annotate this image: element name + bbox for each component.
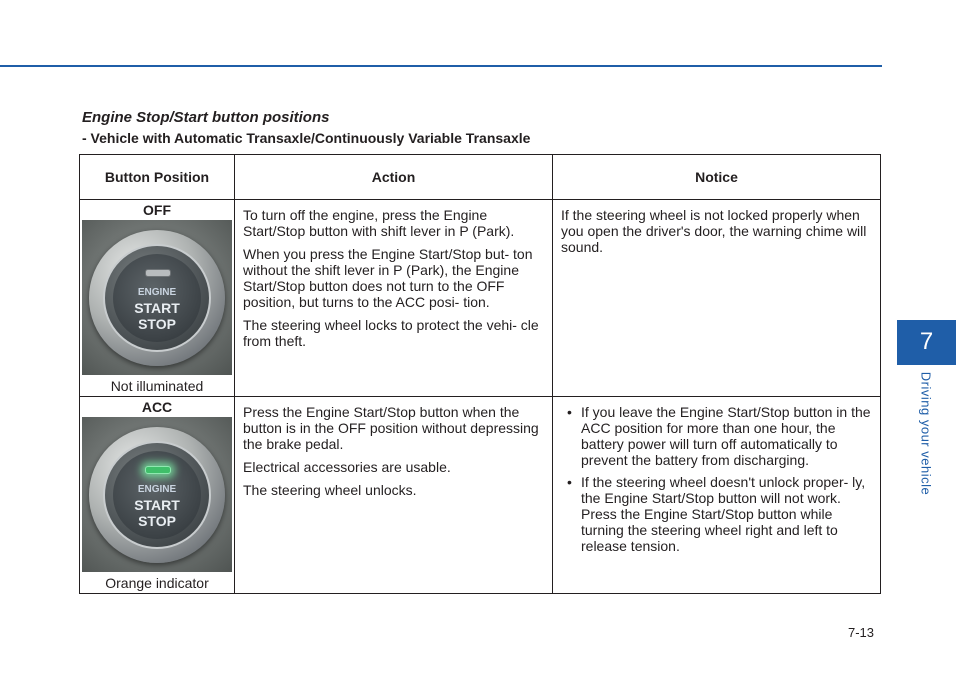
action-paragraph: The steering wheel locks to protect the vehi- cle from theft.	[243, 317, 539, 349]
button-text-start: START	[134, 496, 180, 513]
engine-start-stop-button-image-off	[82, 220, 232, 375]
notice-list-item	[567, 404, 873, 468]
indicator-light-unlit	[145, 269, 171, 277]
button-bezel	[89, 427, 225, 563]
position-cell-acc	[80, 397, 235, 594]
button-text-engine: ENGINE	[137, 483, 177, 495]
indicator-light-lit	[145, 466, 171, 474]
position-label-acc: ACC	[141, 399, 173, 415]
header-rule	[0, 65, 882, 67]
action-paragraph: The steering wheel unlocks.	[243, 482, 417, 498]
notice-list-item	[567, 474, 873, 554]
notice-item-text: If the steering wheel doesn't unlock proper- ly, the Engine Start/Stop button will not work. Press the Engine Start/Stop button while turning the steering wheel right and left to release tension.	[581, 474, 866, 554]
action-paragraph: To turn off the engine, press the Engine Start/Stop button with shift lever in P (Park).	[243, 207, 515, 239]
button-text-stop: STOP	[138, 315, 176, 332]
notice-item-text: If you leave the Engine Start/Stop button in the ACC position for more than one hour, the battery power will turn off automatically to prevent the battery from discharging.	[581, 404, 871, 468]
page-number: 7-13	[848, 625, 875, 640]
chapter-number: 7	[919, 328, 934, 355]
position-cell-off	[80, 200, 235, 397]
table-row-acc	[80, 397, 881, 594]
section-title: Engine Stop/Start button positions	[82, 109, 330, 126]
position-label-off: OFF	[143, 202, 171, 218]
action-cell-acc	[235, 397, 553, 594]
column-header-notice: Notice	[553, 155, 881, 200]
bullet-icon: •	[567, 474, 572, 490]
bullet-icon: •	[567, 404, 572, 420]
button-positions-table	[79, 154, 881, 594]
button-text-stop: STOP	[138, 512, 176, 529]
notice-paragraph: If the steering wheel is not locked properly when you open the driver's door, the warning chime will sound.	[561, 207, 867, 255]
button-text-engine: ENGINE	[137, 286, 177, 298]
notice-list	[561, 404, 873, 554]
image-caption-off: Not illuminated	[110, 378, 204, 394]
action-paragraph: When you press the Engine Start/Stop but- ton without the shift lever in P (Park), the Engine Start/Stop button does not turn to the OFF position, but turns to the ACC posi- tion.	[243, 246, 533, 310]
table-header-row	[80, 155, 881, 200]
chapter-tab	[897, 320, 956, 365]
engine-start-stop-button-image-acc	[82, 417, 232, 572]
action-paragraph: Electrical accessories are usable.	[243, 459, 451, 475]
table-row-off	[80, 200, 881, 397]
action-paragraph: Press the Engine Start/Stop button when the button is in the OFF position without depressing the brake pedal.	[243, 404, 539, 452]
button-bezel	[89, 230, 225, 366]
notice-cell-off	[553, 200, 881, 397]
notice-cell-acc	[553, 397, 881, 594]
image-caption-acc: Orange indicator	[105, 575, 209, 591]
column-header-button-position: Button Position	[80, 155, 235, 200]
section-subtitle: - Vehicle with Automatic Transaxle/Continuously Variable Transaxle	[82, 130, 531, 146]
action-cell-off	[235, 200, 553, 397]
column-header-action: Action	[235, 155, 553, 200]
chapter-title: Driving your vehicle	[918, 371, 934, 496]
chapter-title-vertical	[916, 371, 936, 501]
button-text-start: START	[134, 299, 180, 316]
